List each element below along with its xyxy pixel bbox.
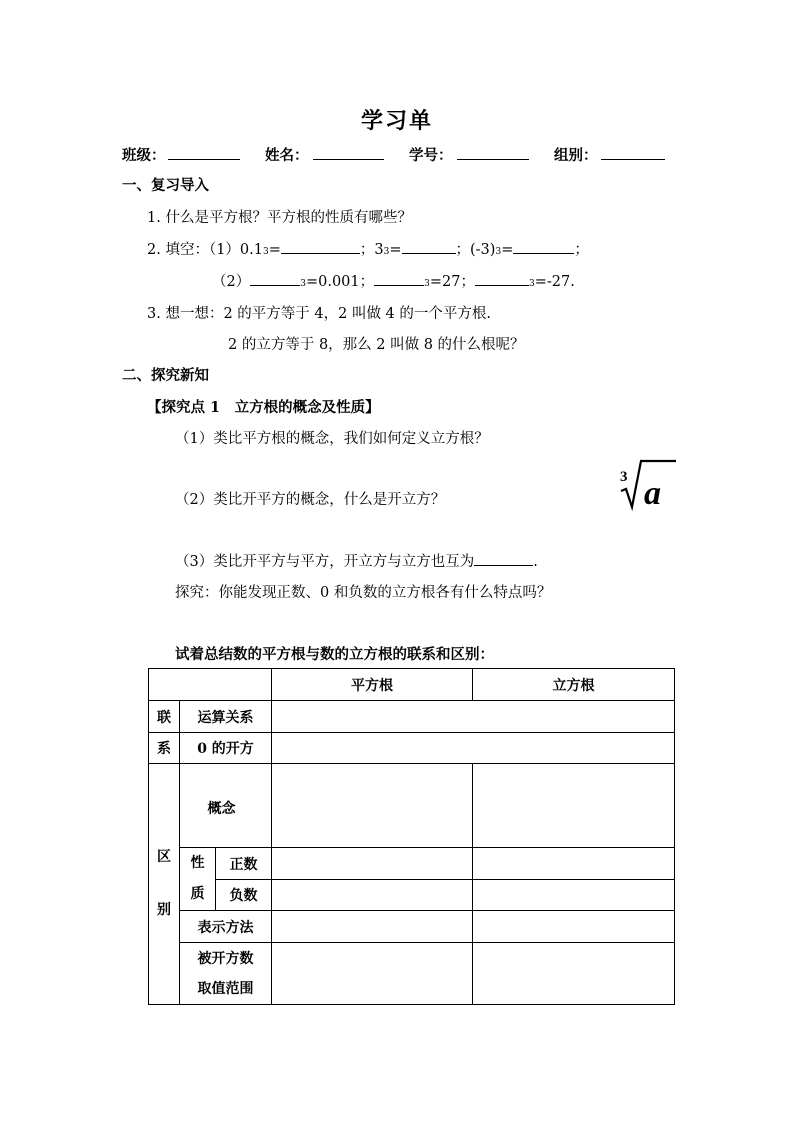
cell-radicand-cube[interactable] (473, 943, 675, 1005)
question-2-line1: 2. 填空：（1）0.1 3 = ；3 3 = ；(-3) 3 = ； (147, 238, 589, 259)
q2b-prefix: （2） (212, 274, 251, 290)
prompt-1: （1）类比平方根的概念，我们如何定义立方根？ (175, 431, 489, 447)
cell-radicand-square[interactable] (272, 943, 473, 1005)
section2-heading: 二、探究新知 (122, 367, 209, 384)
explore-question: 探究：你能发现正数、0 和负数的立方根各有什么特点吗？ (175, 585, 552, 601)
q2b-val2: =27； (429, 274, 475, 290)
table-row (149, 943, 675, 1005)
question-3-followup: 2 的立方等于 8，那么 2 叫做 8 的什么根呢？ (228, 337, 525, 353)
q2-sep1: ；3 (359, 242, 384, 258)
q2-blank2[interactable] (402, 240, 456, 254)
cell-concept-cube[interactable] (473, 764, 675, 848)
cell-concept-square[interactable] (272, 764, 473, 848)
table-corner-cell (149, 669, 272, 701)
connection-char-2: 系 (149, 733, 180, 764)
student-number-label: 学号： (409, 147, 453, 164)
cube-root-radicand: a (644, 475, 661, 512)
table-row (149, 880, 675, 911)
q2-blank3[interactable] (513, 240, 574, 254)
page-title: 学习单 (361, 108, 434, 134)
q2-eq2: = (389, 242, 402, 258)
cell-positive-square[interactable] (272, 848, 473, 880)
radicand-label-line1: 被开方数 (197, 950, 254, 967)
prompt-2: （2）类比开平方的概念，什么是开立方？ (175, 492, 446, 508)
q2-eq3: = (501, 242, 514, 258)
table-row (149, 733, 675, 764)
name-field[interactable] (313, 145, 384, 160)
class-label: 班级： (122, 147, 166, 164)
section1-heading: 一、复习导入 (122, 177, 209, 194)
q2-eq1: = (268, 242, 281, 258)
table-row (149, 848, 675, 880)
q2b-blank2[interactable] (374, 272, 424, 286)
row-label-concept: 概念 (180, 764, 272, 848)
property-char-1: 性 (190, 855, 205, 871)
row-label-zero-root: 0 的开方 (180, 733, 272, 764)
q2b-blank3[interactable] (475, 272, 529, 286)
cell-notation-square[interactable] (272, 911, 473, 943)
q2b-val3: =-27. (534, 274, 575, 290)
row-label-notation: 表示方法 (180, 911, 272, 943)
cell-notation-cube[interactable] (473, 911, 675, 943)
group-field[interactable] (601, 145, 665, 160)
cube-root-symbol (618, 457, 678, 512)
prompt-3 (175, 550, 538, 571)
class-field[interactable] (168, 145, 240, 160)
cell-operation-relation[interactable] (272, 701, 675, 733)
table-row (149, 764, 675, 848)
q2b-blank1[interactable] (250, 272, 300, 286)
row-label-radicand-range (180, 943, 272, 1005)
prompt-3-text: （3）类比开平方与平方，开立方与立方也互为 (175, 554, 475, 570)
q2-sep2: ；(-3) (455, 242, 496, 258)
summary-instruction: 试着总结数的平方根与数的立方根的联系和区别： (175, 646, 494, 663)
cube-root-index: 3 (620, 469, 628, 485)
difference-label (149, 764, 180, 1005)
table-header-row (149, 669, 675, 701)
header-cube-root: 立方根 (473, 669, 675, 701)
group-label: 组别： (554, 147, 598, 164)
prompt-3-end: . (533, 554, 538, 570)
header-square-root: 平方根 (272, 669, 473, 701)
cell-negative-cube[interactable] (473, 880, 675, 911)
difference-char-1: 区 (157, 849, 171, 865)
connection-char-1: 联 (149, 701, 180, 733)
cell-negative-square[interactable] (272, 880, 473, 911)
comparison-table (148, 668, 675, 1005)
prompt-3-blank[interactable] (474, 552, 533, 566)
question-2-line2: （2） 3 =0.001； 3 =27； 3 =-27. (212, 270, 575, 291)
q2-blank1[interactable] (281, 240, 360, 254)
difference-char-2: 别 (157, 902, 171, 918)
row-label-operation: 运算关系 (180, 701, 272, 733)
q2-end: ； (574, 242, 589, 258)
table-row (149, 911, 675, 943)
q2b-val1: =0.001； (305, 274, 375, 290)
question-1: 1. 什么是平方根？平方根的性质有哪些？ (147, 210, 412, 226)
q2-prefix: 2. 填空：（1）0.1 (147, 242, 263, 258)
property-char-2: 质 (190, 886, 205, 902)
cell-zero-root[interactable] (272, 733, 675, 764)
cell-positive-cube[interactable] (473, 848, 675, 880)
row-label-positive: 正数 (216, 848, 272, 880)
property-label (180, 848, 216, 911)
radicand-label-line2: 取值范围 (197, 980, 254, 997)
student-number-field[interactable] (457, 145, 529, 160)
name-label: 姓名： (265, 147, 309, 164)
question-3: 3. 想一想：2 的平方等于 4，2 叫做 4 的一个平方根. (147, 306, 491, 322)
table-row (149, 701, 675, 733)
explore-point-title: 【探究点 1 立方根的概念及性质】 (147, 399, 380, 416)
row-label-negative: 负数 (216, 880, 272, 911)
